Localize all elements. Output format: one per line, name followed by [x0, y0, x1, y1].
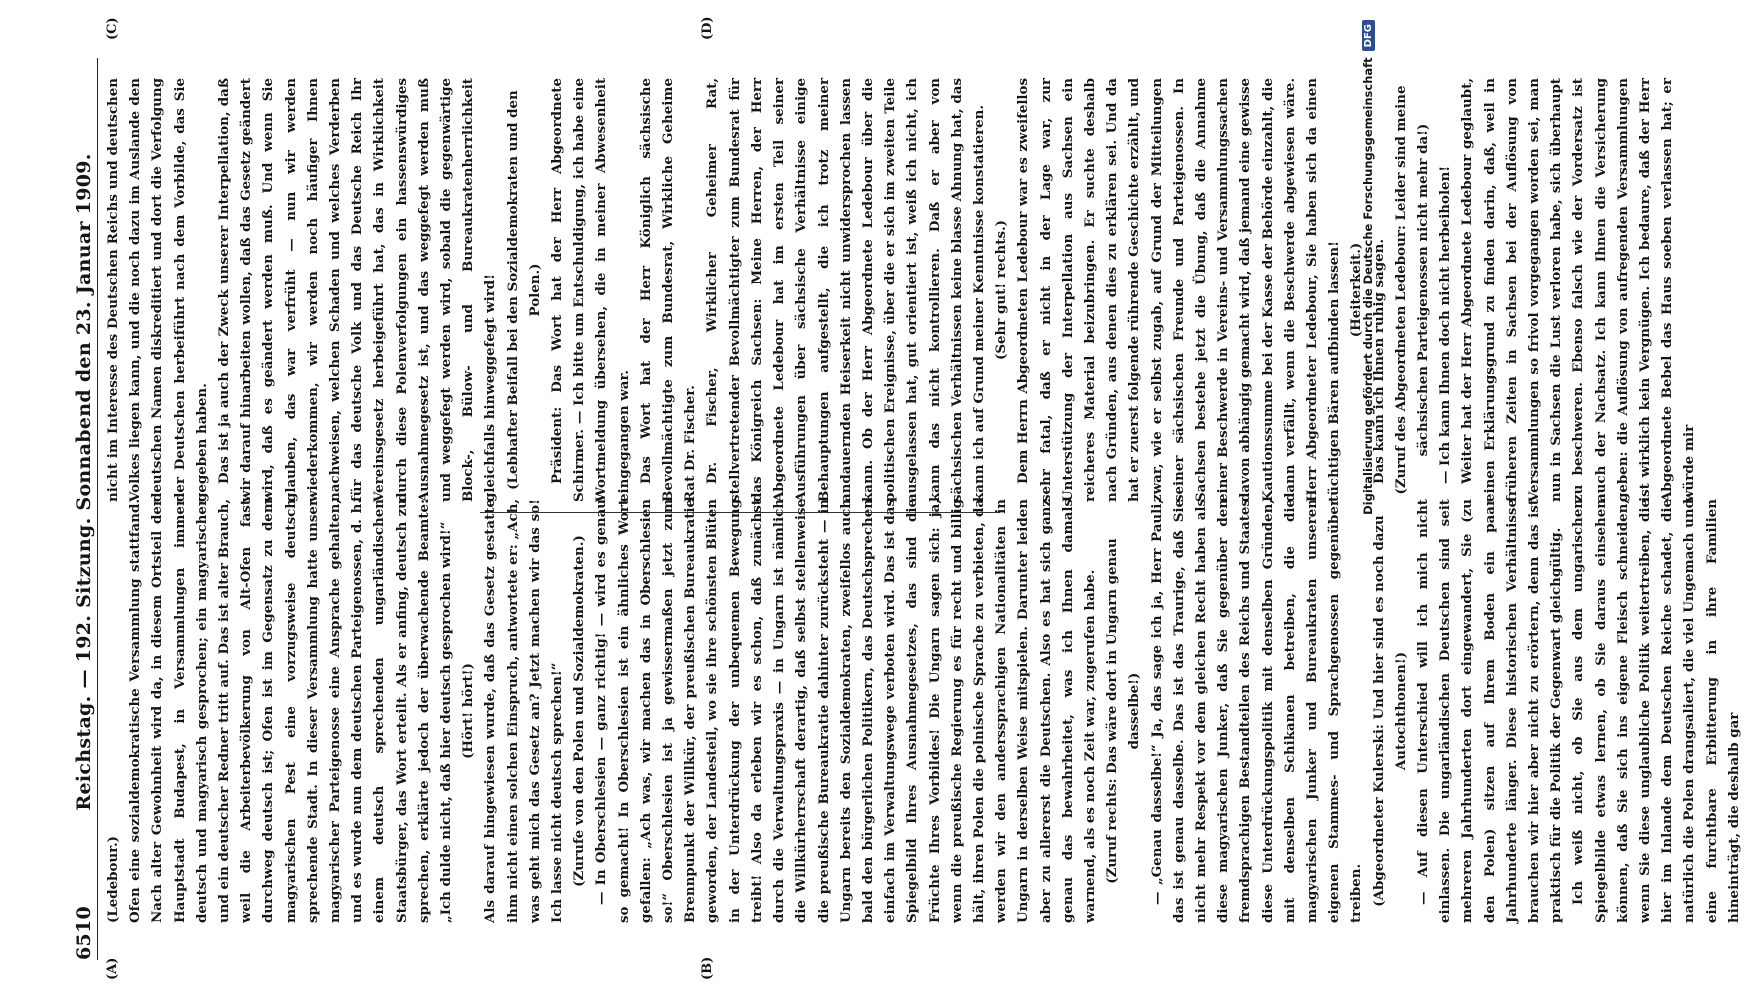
left-column	[102, 499, 1742, 923]
left-column-paragraph: — „Genau dasselbe!“ Ja, das sage ich ja, Herr Pauli, das ist genau dasselbe. Das ist das Traurige, daß Sie nicht mehr Respekt vor dem gleichen Recht haben als diese magyarischen Junker, daß Sie gegenüber den fremdsprachigen Bestandteilen des Reichs und Staates diese Unterdrückungspolitik mit denselben Gründen, mit denselben Schikanen betreiben, die die magyarischen Junker und Bureaukraten unseren eigenen Stammes- und Sprachgenossen gegenüber treiben.	[1148, 499, 1365, 923]
left-column-paragraph: (Zuruf rechts: Das wäre dort in Ungarn genau dasselbe!)	[1104, 538, 1143, 884]
margin-mark-b: (B)	[700, 956, 715, 980]
margin-mark-c: (C)	[105, 17, 120, 40]
right-column-paragraph: — Ich kann Ihnen doch nicht herbeiholen!	[1437, 165, 1454, 484]
left-column-paragraph: (Zurufe von den Polen und Sozialdemokraten.)	[571, 535, 588, 887]
left-column-paragraph: Als darauf hingewiesen wurde, daß das Gesetz gestatte ihm nicht einen solchen Einspruch, antwortete er: „Ach, was geht mich das Gesetz an? Jetzt machen wir das so! Ich lasse nicht deutsch sprechen!“	[482, 499, 566, 923]
digitization-note	[1356, 0, 1380, 1000]
page-number: 6510	[73, 905, 95, 960]
left-column-paragraph: — In Oberschlesien — ganz richtig! — wird es genau so gemacht! In Oberschlesien ist ein ähnliches Wort gefallen: „Ach was, wir machen das in Oberschlesien so!“ Oberschlesien ist ja gewissermaßen jetzt zum Brennpunkt der Willkür, der preußischen Bureaukratie geworden, der Landesteil, wo sie ihre schönsten Blüten in der Unterdrückung der unbequemen Bewegung treibt! Also da erleben wir es schon, daß zunächst durch die Verwaltungspraxis — in Ungarn ist nämlich die Willkürherrschaft derartig, daß selbst stellenweise die preußische Bureaukratie dahinter zurücksteht — in Ungarn bereits den Sozialdemokraten, zweifellos auch bald den bürgerlichen Politikern, das Deutschsprechen einfach im Verwaltungswege verboten wird. Das ist das Spiegelbild Ihres Ausnahmegesetzes, das sind die Früchte Ihres Vorbildes! Die Ungarn sagen sich: ja, wenn die preußische Regierung es für recht und billig hält, ihren Polen die polnische Sprache zu verbieten, da werden wir den anderssprachigen Nationalitäten in Ungarn in derselben Weise mitspielen. Darunter leiden aber zu allererst die Deutschen. Also es hat sich ganz genau das bewahrheitet, was ich Ihnen damals warnend, als es noch Zeit war, zugerufen habe.	[593, 499, 1098, 923]
right-column-paragraph: Weiter hat der Herr Abgeordnete Ledebour geglaubt, einen Erklärungsgrund zu finden darin, daß, weil in früheren Zeiten in Sachsen bei der Auflösung von Versammlungen so frivol vorgegangen worden sei, man nun in Sachsen die Lust verloren habe, sich überhaupt zu beschweren. Ebenso falsch wie der Vordersatz ist auch der Nachsatz. Ich kann Ihnen die Versicherung geben: die Auflösung von aufregenden Versammlungen ist wirklich kein Vergnügen. Ich bedaure, daß der Herr Abgeordnete Bebel das Haus soeben verlassen hat; er würde mir	[1459, 78, 1698, 502]
right-column-paragraph: Präsident: Das Wort hat der Herr Abgeordnete Schirmer. — Ich bitte um Entschuldigung, ich habe eine Wortmeldung übersehen, die in meiner Abwesenheit eingegangen war.	[549, 78, 632, 502]
right-column-paragraph: (Lebhafter Beifall bei den Sozialdemokraten und den Polen.)	[504, 90, 543, 490]
page-header	[62, 58, 98, 960]
right-column-paragraph: nicht im Interesse des Deutschen Reichs und deutschen Volkes liegen kann, und die noch dazu im Auslande den deutschen Namen diskreditiert und dort die Verfolgung der Deutschen herbeiführt nach dem Vorbilde, das Sie gegeben haben.	[105, 78, 210, 502]
left-column-paragraph: Ich weiß nicht, ob Sie aus dem ungarischen Spiegelbilde etwas lernen, ob Sie daraus einsehen können, daß Sie sich ins eigene Fleisch schneiden, wenn Sie diese unglaubliche Politik weitertreiben, die hier im Inlande dem Deutschen Reiche schadet, die natürlich die Polen drangsaliert, die viel Ungemach und eine furchtbare Erbitterung in ihre Familien hineinträgt, die deshalb gar	[1570, 499, 1742, 923]
dfg-logo: DFG	[1362, 20, 1375, 51]
margin-mark-d: (D)	[700, 16, 715, 40]
left-column-paragraph: (Hört! hört!)	[460, 663, 477, 759]
page-title: Reichstag. — 192. Sitzung. Sonnabend den 23. Januar 1909.	[73, 153, 95, 811]
right-column-paragraph: Das Wort hat der Herr Königlich sächsische Bevollmächtigte zum Bundesrat, Wirkliche Geheime Rat Dr. Fischer.	[637, 78, 699, 502]
left-column-paragraph: — Auf diesen Unterschied will ich mich nicht einlassen. Die ungarländischen Deutschen sind seit mehreren Jahrhunderten dort eingewandert, Sie (zu den Polen) sitzen auf Ihrem Boden ein paar Jahrhunderte länger. Diese historischen Verhältnisse brauchen wir hier aber nicht zu erörtern, denn das ist praktisch für die Politik der Gegenwart gleichgültig.	[1414, 499, 1565, 923]
right-column-paragraph: Das ist ja auch der Zweck unserer Interpellation, daß wir darauf hinarbeiten wollen, daß das Gesetz geändert wird, daß es geändert werden muß. Und wenn Sie glauben, das war verfrüht — nun wir werden wiederkommen, wir werden noch häufiger Ihnen nachweisen, welchen Schaden und welches Verderben für das deutsche Volk und das Deutsche Reich Ihr Vereinsgesetz herbeigeführt hat, das in Wirklichkeit durch diese Polenverfolgungen ein hassenswürdiges Ausnahmegesetz ist, und das weggefegt werden muß und weggefegt werden wird, sobald die gegenwärtige Block-, Bülow- und Bureaukratenherrlichkeit gleichfalls hinweggefegt wird!	[216, 78, 499, 502]
margin-mark-a: (A)	[105, 957, 120, 980]
left-column-paragraph: (Abgeordneter Kulerski: Und hier sind es noch dazu Autochthonen!)	[1370, 515, 1409, 907]
column-divider	[480, 512, 1000, 513]
right-column-paragraph: (Zuruf des Abgeordneten Ledebour: Leider sind meine sächsischen Parteigenossen nicht mehr da!)	[1392, 85, 1431, 495]
digitization-text: Digitalisierung gefördert durch die Deutsche Forschungsgemeinschaft	[1361, 57, 1375, 515]
right-column-paragraph: Dr. Fischer, Wirklicher Geheimer Rat, stellvertretender Bevollmächtigter zum Bundesrat für das Königreich Sachsen: Meine Herren, der Herr Abgeordnete Ledebour hat im ersten Teil seiner Ausführungen über sächsische Verhältnisse einige Behauptungen aufgestellt, die ich trotz meiner andauernden Heiserkeit nicht unwidersprochen lassen kann. Ob der Herr Abgeordnete Ledebour über die politischen Ereignisse, über die er sich im zweiten Teile ausgelassen hat, gut orientiert ist, weiß ich nicht, ich kann das nicht kontrollieren. Daß er aber von sächsischen Verhältnissen keine blasse Ahnung hat, das kann ich auf Grund meiner Kenntnisse konstatieren.	[704, 78, 987, 502]
right-column-paragraph: Das kann ich Ihnen ruhig sagen.	[1370, 238, 1387, 484]
left-column-paragraph: (Ledebour.)	[105, 835, 121, 923]
right-column-paragraph: (Sehr gut! rechts.)	[993, 220, 1010, 360]
right-column-paragraph: (Heiterkeit.)	[1348, 242, 1365, 338]
right-column-paragraph: Dem Herrn Abgeordneten Ledebour war es zweifellos sehr fatal, daß er nicht in der Lage war, zur Unterstützung der Interpellation aus Sachsen ein reicheres Material beizubringen. Er suchte deshalb nach Gründen, aus denen dies zu erklären sei. Und da hat er zuerst folgende rührende Geschichte erzählt, und zwar, wie er selbst zugab, auf Grund der Mitteilungen seiner sächsischen Freunde und Parteigenossen. In Sachsen bestehe jetzt die Übung, daß die Annahme einer Beschwerde in Vereins- und Versammlungssachen davon abhängig gemacht wird, daß jemand eine gewisse Kautionssumme bei der Kasse der Behörde einzahlt, die dann verfällt, wenn die Beschwerde abgewiesen wäre. Herr Abgeordneter Ledebour, Sie haben sich da einen tüchtigen Bären aufbinden lassen!	[1015, 78, 1343, 502]
left-column-paragraph: Ofen eine sozialdemokratische Versammlung stattfand. Nach alter Gewohnheit wird da, in diesem Ortsteil der Hauptstadt Budapest, in Versammlungen immer deutsch und magyarisch gesprochen; ein magyarischer und ein deutscher Redner tritt auf. Das ist alter Brauch, weil die Arbeiterbevölkerung von Alt-Ofen fast durchweg deutsch ist; Ofen ist im Gegensatz zu dem magyarischen Pest eine vorzugsweise deutsch sprechende Stadt. In dieser Versammlung hatte unser magyarischer Parteigenosse eine Ansprache gehalten, und es wurde nun dem deutschen Parteigenossen, d. h. einem deutsch sprechenden ungarländischen Staatsbürger, das Wort erteilt. Als er anfing, deutsch zu sprechen, erklärte jedoch der überwachende Beamte: „Ich dulde nicht, daß hier deutsch gesprochen wird!“	[127, 499, 455, 923]
